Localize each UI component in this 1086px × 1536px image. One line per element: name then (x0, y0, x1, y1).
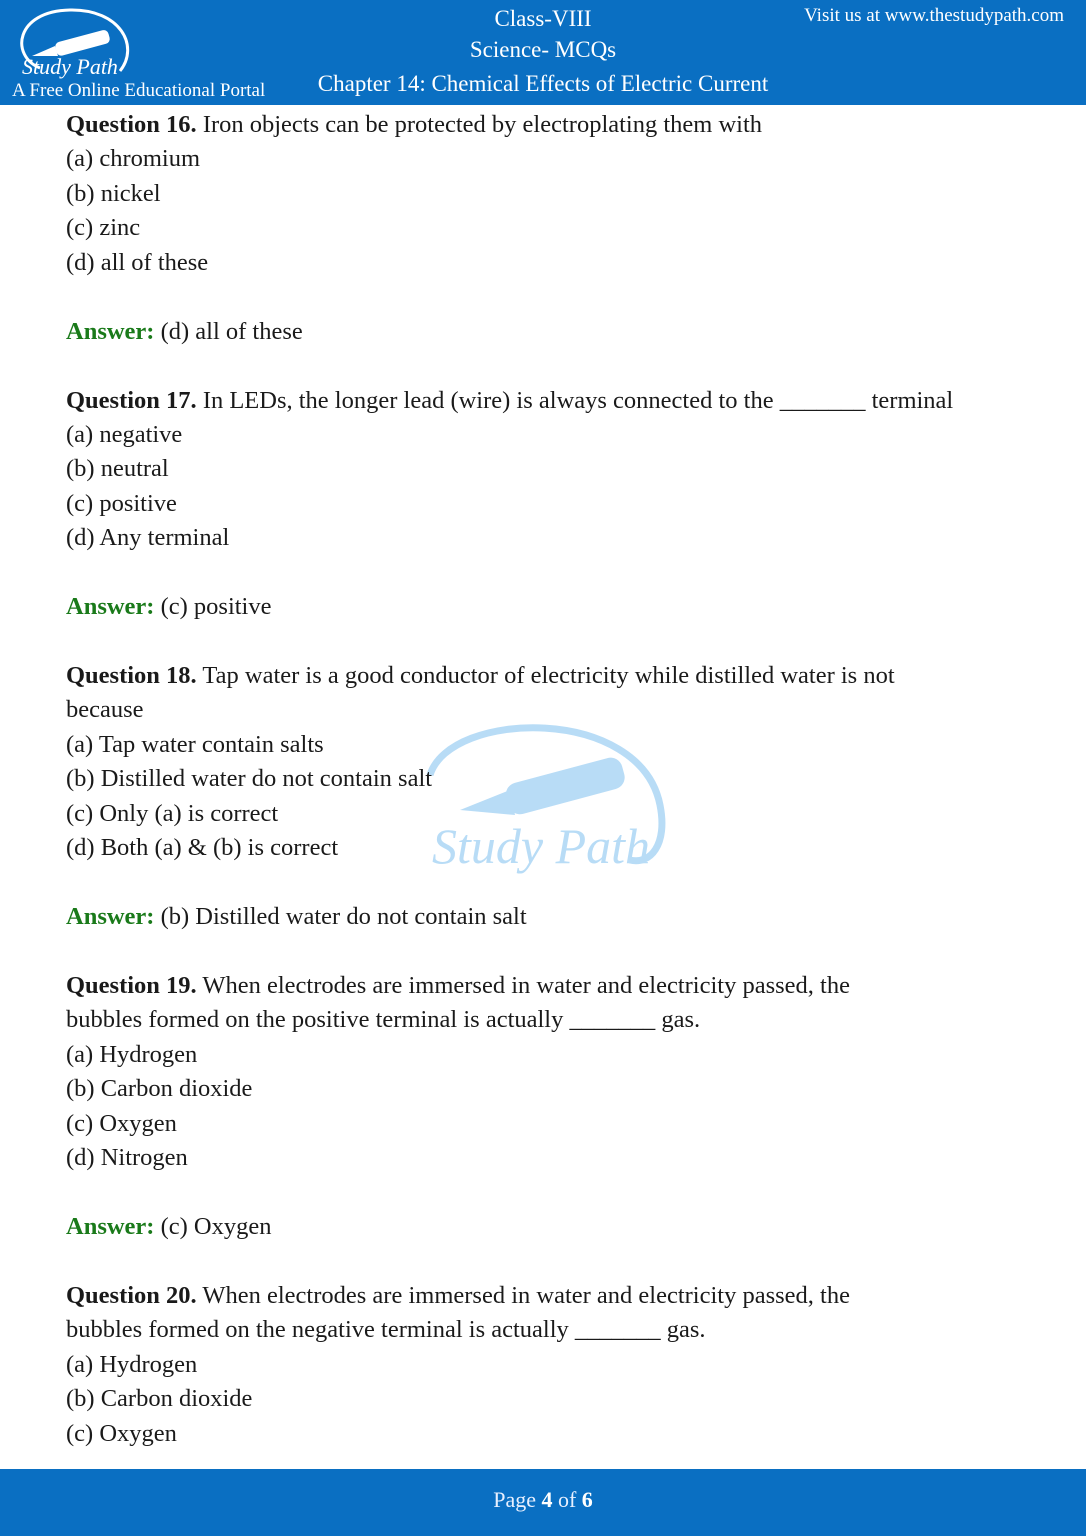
spacer (66, 349, 1026, 383)
option: (a) negative (66, 420, 183, 448)
subject-title: Science- MCQs (469, 37, 617, 62)
option: (d) all of these (66, 248, 209, 276)
page-label: Page (493, 1487, 536, 1512)
question-text-line (66, 384, 1026, 418)
answer-text: (c) positive (160, 593, 272, 621)
question-text-line (66, 659, 1026, 693)
svg-text:Study Path: Study Path (22, 54, 118, 79)
mcq-list (66, 108, 1026, 1451)
option: (d) Both (a) & (b) is correct (66, 834, 339, 862)
spacer (66, 1244, 1026, 1278)
question-number: Question 20. (66, 1281, 197, 1309)
question-text: Tap water is a good conductor of electricity while distilled water is not (202, 662, 895, 689)
answer-line (66, 900, 1026, 934)
question-block (66, 969, 1026, 1279)
question-block (66, 108, 1026, 384)
answer-text: (c) Oxygen (160, 1213, 272, 1240)
question-text-line (66, 969, 1026, 1003)
question-text-line (66, 1003, 1026, 1037)
answer-label: Answer: (66, 317, 155, 345)
option: (a) Hydrogen (66, 1350, 198, 1378)
question-number: Question 16. (66, 111, 197, 138)
question-text-line (66, 693, 1026, 727)
option: (b) neutral (66, 455, 169, 483)
class-title: Class-VIII (494, 6, 592, 31)
page-footer (0, 1469, 1086, 1536)
spacer (66, 1176, 1026, 1210)
page-header (0, 0, 1086, 105)
question-block (66, 384, 1026, 660)
question-text: When electrodes are immersed in water and electricity passed, the (202, 1281, 850, 1309)
question-block (66, 1279, 1026, 1451)
option: (d) Nitrogen (66, 1144, 188, 1172)
answer-label: Answer: (66, 1213, 155, 1240)
option: (b) Carbon dioxide (66, 1385, 253, 1413)
option: (b) Carbon dioxide (66, 1075, 253, 1103)
question-text: When electrodes are immersed in water and electricity passed, the (202, 971, 850, 999)
current-page: 4 (541, 1487, 553, 1512)
page-of: of (557, 1487, 577, 1512)
option: (b) Distilled water do not contain salt (66, 765, 433, 793)
question-text: bubbles formed on the negative terminal is actually _______ gas. (66, 1316, 706, 1344)
website-link[interactable]: Visit us at www.thestudypath.com (804, 5, 1064, 26)
spacer (66, 625, 1026, 659)
option: (a) chromium (66, 145, 201, 173)
question-text-line (66, 108, 1026, 142)
svg-text:Study Path: Study Path (432, 818, 651, 874)
option: (c) Only (a) is correct (66, 799, 279, 827)
spacer (66, 280, 1026, 314)
question-number: Question 17. (66, 386, 197, 414)
answer-label: Answer: (66, 903, 155, 931)
option: (c) positive (66, 489, 177, 517)
answer-line (66, 1210, 1026, 1244)
question-block (66, 659, 1026, 969)
option: (c) Oxygen (66, 1419, 177, 1447)
option: (b) nickel (66, 179, 161, 207)
option: (c) zinc (66, 214, 141, 242)
option: (a) Tap water contain salts (66, 730, 324, 758)
spacer (66, 556, 1026, 590)
option: (d) Any terminal (66, 524, 230, 552)
question-number: Question 19. (66, 971, 197, 999)
answer-label: Answer: (66, 593, 155, 621)
question-text-line (66, 1313, 1026, 1347)
answer-line (66, 590, 1026, 624)
spacer (66, 866, 1026, 900)
answer-text: (b) Distilled water do not contain salt (160, 903, 527, 931)
question-text: bubbles formed on the positive terminal is actually _______ gas. (66, 1006, 701, 1034)
question-text: Iron objects can be protected by electroplating them with (202, 111, 763, 138)
option: (a) Hydrogen (66, 1040, 198, 1068)
chapter-title: Chapter 14: Chemical Effects of Electric Current (317, 71, 769, 96)
portal-tagline: A Free Online Educational Portal (12, 80, 266, 101)
total-pages: 6 (581, 1487, 593, 1512)
question-text-line (66, 1279, 1026, 1313)
question-text: In LEDs, the longer lead (wire) is always connected to the _______ terminal (202, 386, 954, 414)
question-number: Question 18. (66, 662, 197, 689)
spacer (66, 935, 1026, 969)
option: (c) Oxygen (66, 1109, 177, 1137)
answer-text: (d) all of these (160, 317, 303, 345)
question-text: because (66, 696, 144, 724)
answer-line (66, 315, 1026, 349)
